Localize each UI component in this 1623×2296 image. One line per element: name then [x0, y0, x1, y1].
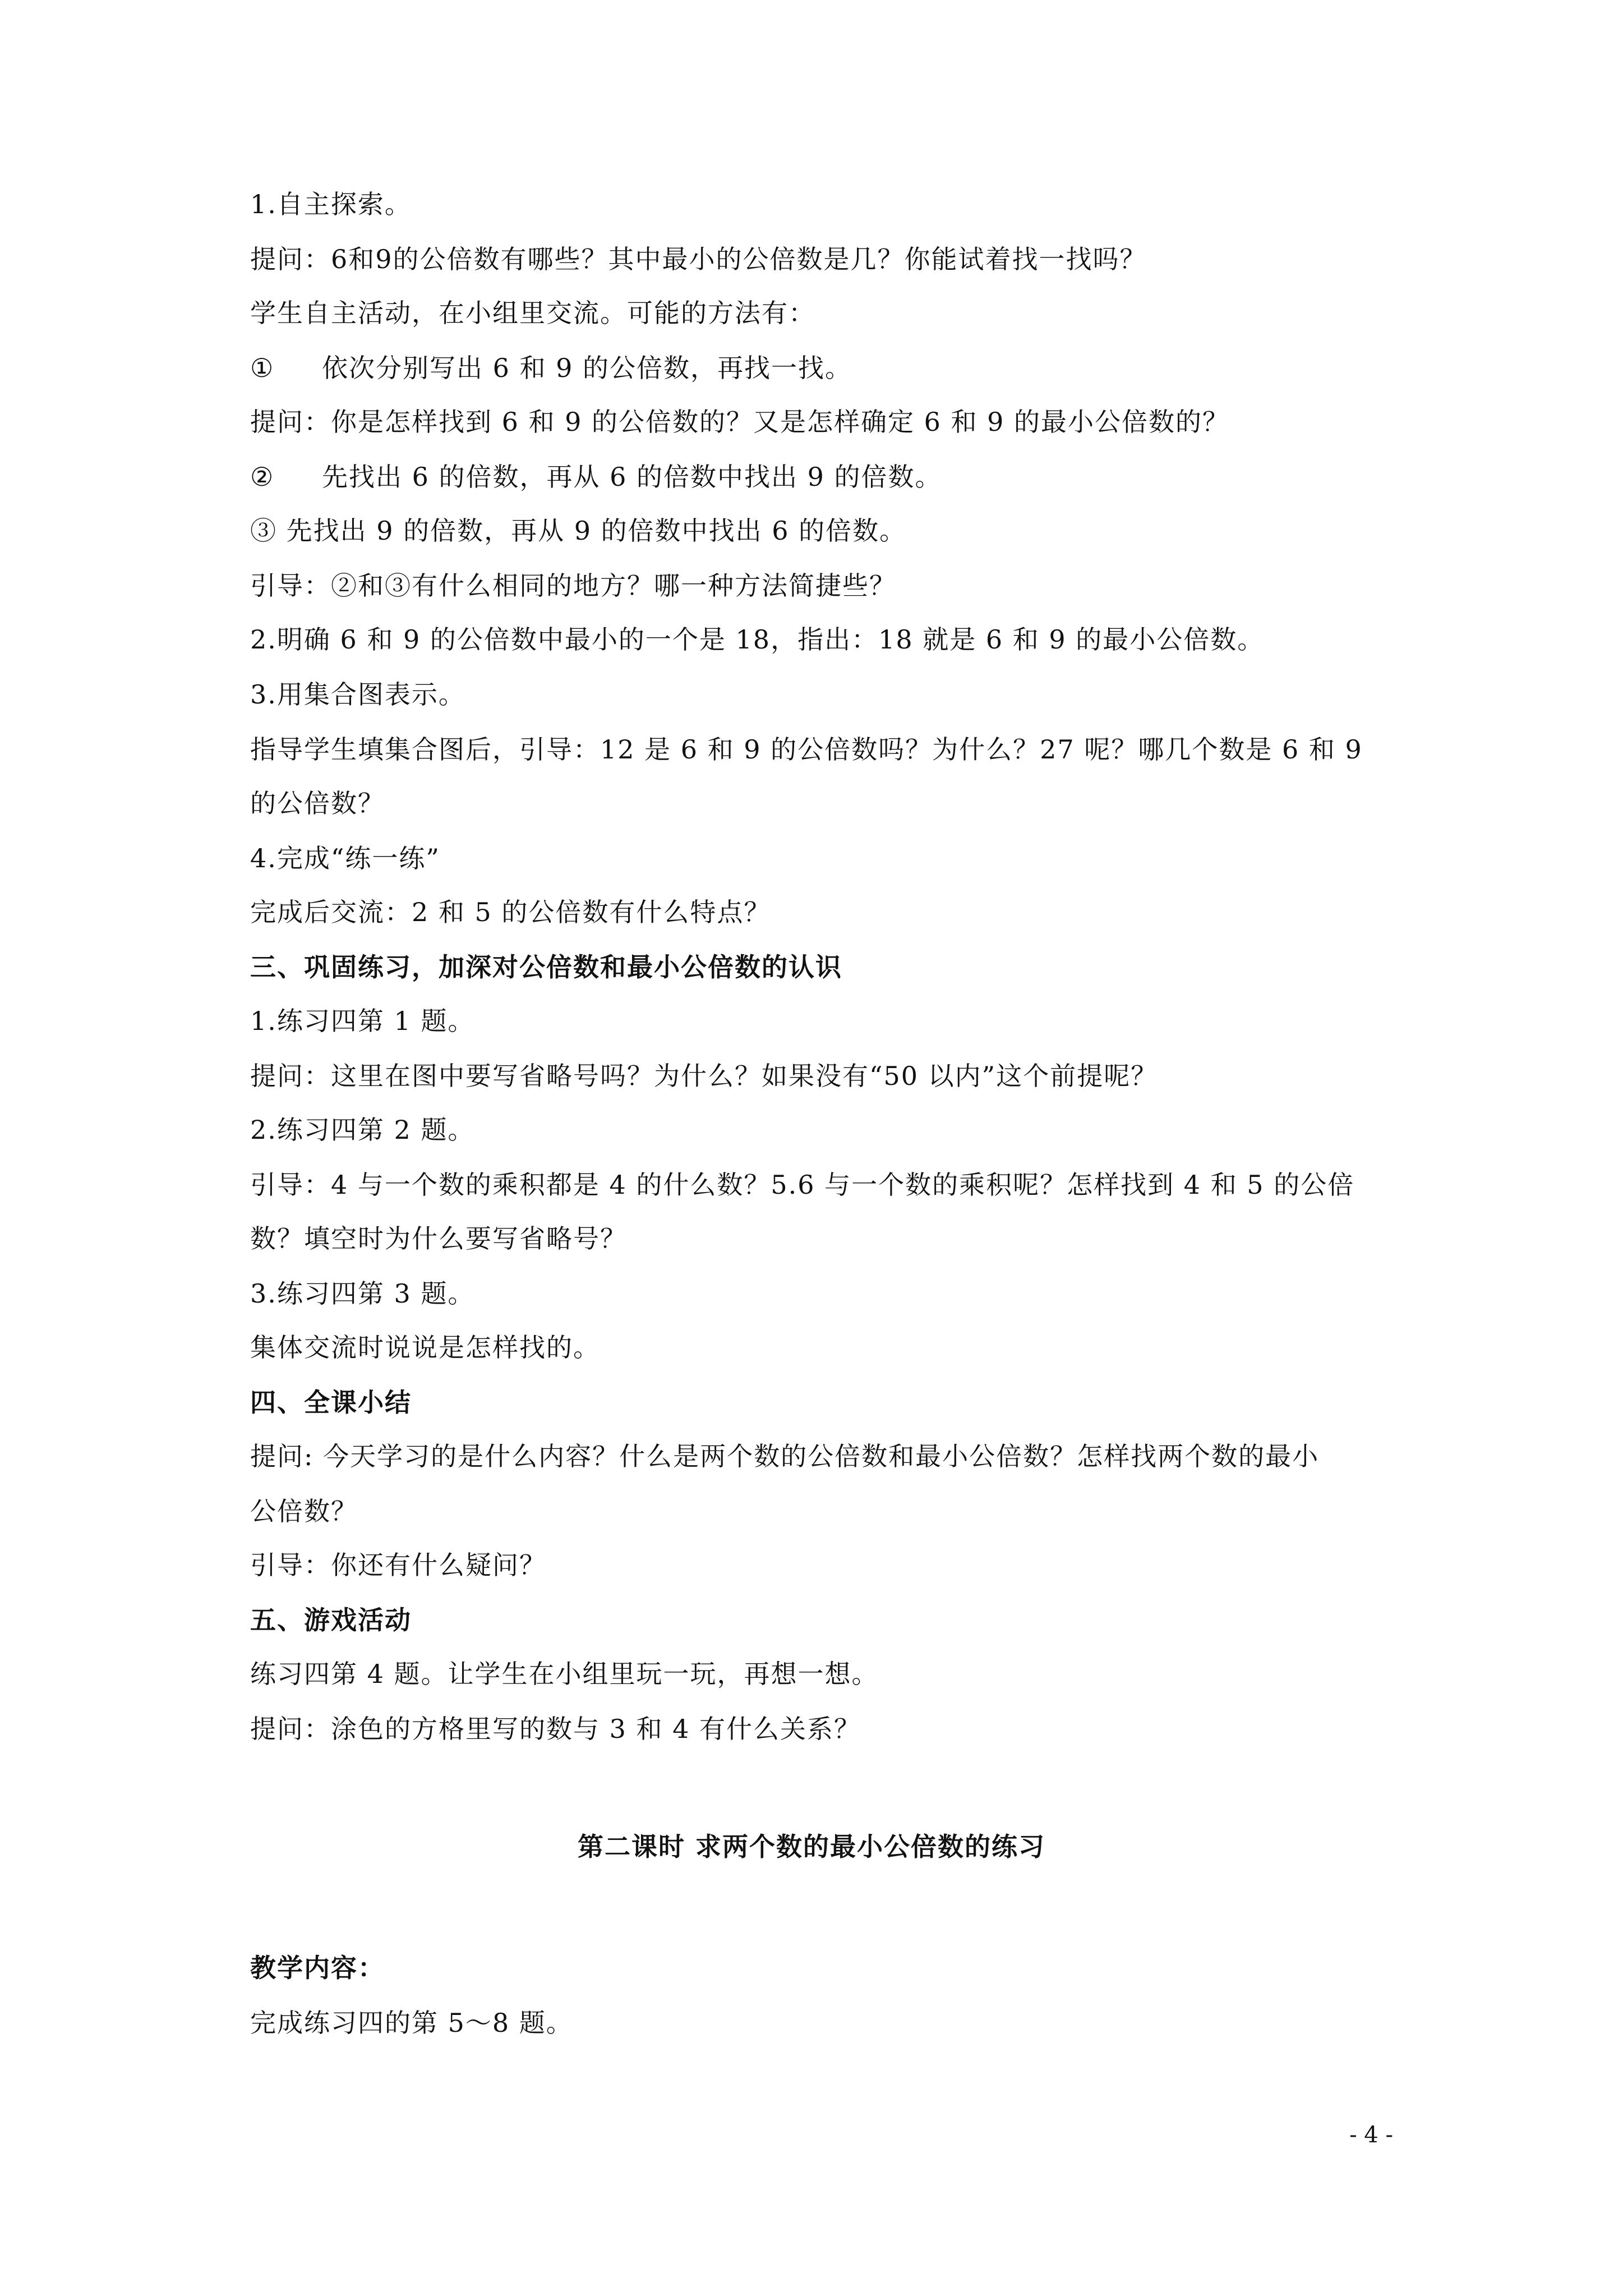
exercise-4-1: 1.练习四第 1 题。 [250, 1006, 475, 1036]
method-2 [250, 460, 942, 494]
section-3-heading: 三、巩固练习，加深对公倍数和最小公倍数的认识 [250, 952, 842, 982]
method-2-text: 先找出 6 的倍数，再从 6 的倍数中找出 9 的倍数。 [322, 462, 942, 492]
student-activity-text: 学生自主活动，在小组里交流。可能的方法有： [250, 298, 815, 328]
method-1-marker: ① [250, 353, 275, 383]
question-how-found: 提问：你是怎样找到 6 和 9 的公倍数的？又是怎样确定 6 和 9 的最小公倍数的？ [250, 407, 1230, 437]
guide-questions: 引导：你还有什么疑问？ [250, 1550, 546, 1580]
content-text: 完成练习四的第 5～8 题。 [250, 2008, 573, 2038]
page-number: - 4 - [1349, 2122, 1393, 2148]
method-2-marker: ② [250, 462, 275, 492]
guide-set-diagram-line-1: 指导学生填集合图后，引导：12 是 6 和 9 的公倍数吗？为什么？27 呢？哪几个数是 6 和 9 [250, 734, 1363, 765]
game-activity-text: 练习四第 4 题。让学生在小组里玩一玩，再想一想。 [250, 1659, 879, 1689]
step-3-heading: 3.用集合图表示。 [250, 679, 465, 710]
step-4-heading: 4.完成“练一练” [250, 843, 440, 873]
guide-set-diagram-line-2: 的公倍数？ [250, 788, 385, 818]
method-3: ③ 先找出 9 的倍数，再从 9 的倍数中找出 6 的倍数。 [250, 516, 907, 546]
exercise-4-2: 2.练习四第 2 题。 [250, 1115, 475, 1145]
method-1-text: 依次分别写出 6 和 9 的公倍数，再找一找。 [322, 353, 852, 383]
exchange-after-completion: 完成后交流：2 和 5 的公倍数有什么特点？ [250, 897, 771, 927]
lesson-title: 第二课时 求两个数的最小公倍数的练习 [577, 1832, 1045, 1862]
section-4-heading: 四、全课小结 [250, 1387, 412, 1418]
guide-products-line-1: 引导：4 与一个数的乘积都是 4 的什么数？5.6 与一个数的乘积呢？怎样找到 4 和 5 的公倍 [250, 1170, 1355, 1200]
method-1 [250, 351, 852, 385]
content-heading: 教学内容： [250, 1953, 385, 1983]
guide-compare-methods: 引导：②和③有什么相同的地方？哪一种方法简捷些？ [250, 570, 896, 601]
question-ellipsis: 提问：这里在图中要写省略号吗？为什么？如果没有“50 以内”这个前提呢？ [250, 1061, 1158, 1091]
question-common-multiples: 提问：6和9的公倍数有哪些？其中最小的公倍数是几？你能试着找一找吗？ [250, 244, 1147, 274]
summary-question-line-2: 公倍数？ [250, 1496, 358, 1526]
group-exchange-text: 集体交流时说说是怎样找的。 [250, 1332, 600, 1363]
guide-products-line-2: 数？填空时为什么要写省略号？ [250, 1223, 627, 1254]
summary-question-line-1: 提问: 今天学习的是什么内容？什么是两个数的公倍数和最小公倍数？怎样找两个数的最小 [250, 1441, 1320, 1471]
step-1-heading: 1.自主探索。 [250, 189, 412, 219]
step-2-text: 2.明确 6 和 9 的公倍数中最小的一个是 18，指出：18 就是 6 和 9 的最小公倍数。 [250, 624, 1265, 655]
exercise-4-3: 3.练习四第 3 题。 [250, 1278, 475, 1309]
game-question: 提问：涂色的方格里写的数与 3 和 4 有什么关系？ [250, 1714, 861, 1744]
section-5-heading: 五、游戏活动 [250, 1605, 412, 1635]
